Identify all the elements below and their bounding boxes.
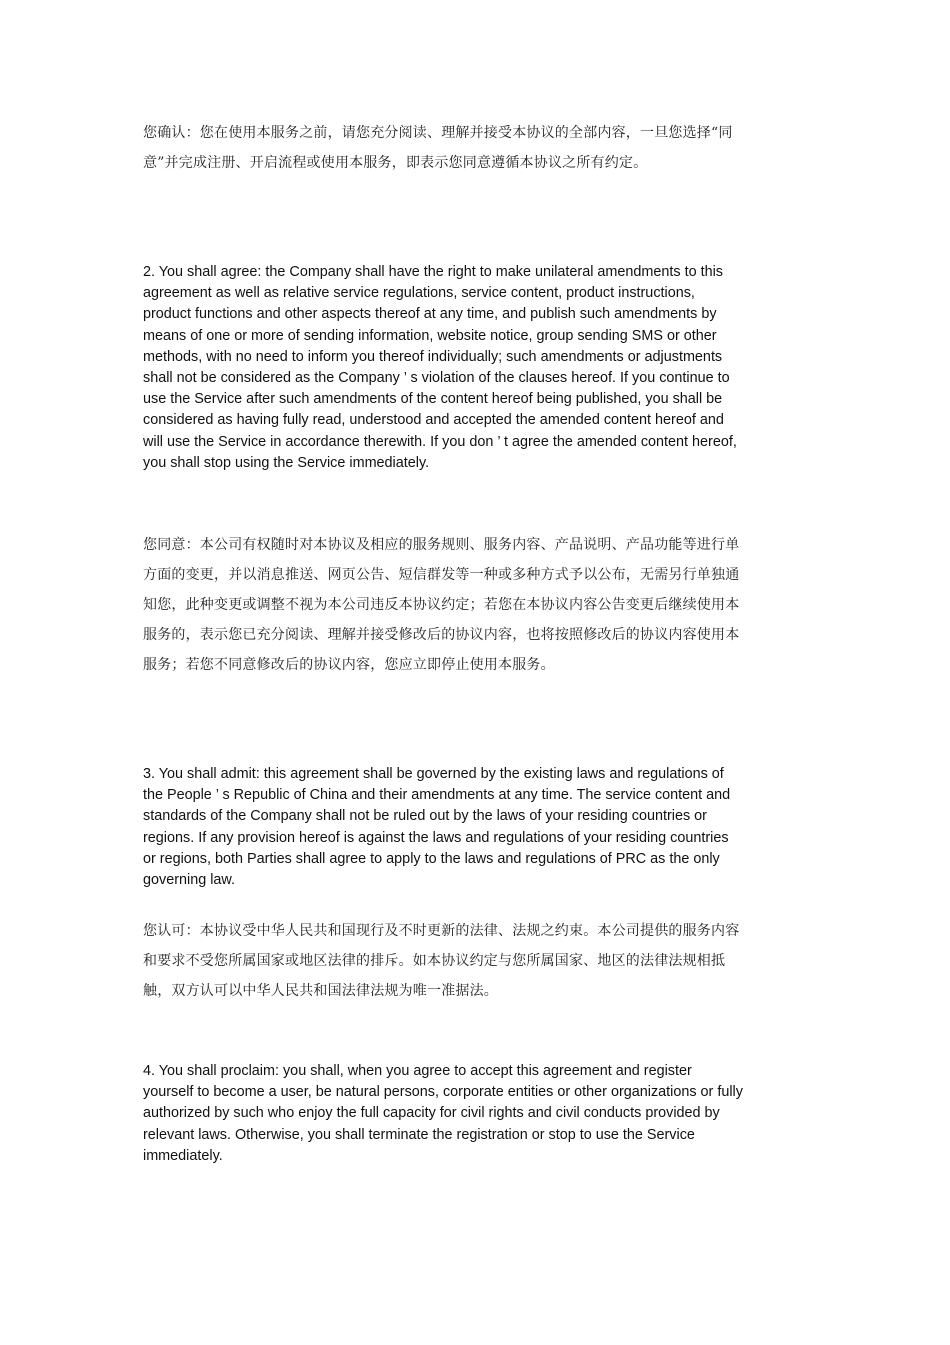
clause-3-paragraph-en: 3. You shall admit: this agreement shall be governed by the existing laws and regulations of the People ’ s Republic of China and their amendments at any time. The service content and standards of the Company shall not be ruled out by the laws of your residing countries or regions. If any provision hereof is against the laws and regulations of your residing countries or regions, both Parties shall agree to apply to the laws and regulations of PRC as the only governing law. <box>143 766 731 889</box>
clause-4-paragraph-en: 4. You shall proclaim: you shall, when you agree to accept this agreement and register yourself to become a user, be natural persons, corporate entities or other organizations or fully authorized by such who enjoy the full capacity for civil rights and civil conducts provided by relevant laws. Otherwise, you shall terminate the registration or stop to use the Service immediately. <box>143 1063 743 1164</box>
clause-2-paragraph-zh: 您同意：本公司有权随时对本协议及相应的服务规则、服务内容、产品说明、产品功能等进行单方面的变更，并以消息推送、网页公告、短信群发等一种或多种方式予以公布，无需另行单独通知您，此种变更或调整不视为本公司违反本协议约定；若您在本协议内容公告变更后继续使用本服务的，表示您已充分阅读、理解并接受修改后的协议内容，也将按照修改后的协议内容使用本服务；若您不同意修改后的协议内容，您应立即停止使用本服务。 <box>143 537 740 673</box>
clause-3-paragraph-zh: 您认可：本协议受中华人民共和国现行及不时更新的法律、法规之约束。本公司提供的服务内容和要求不受您所属国家或地区法律的排斥。如本协议约定与您所属国家、地区的法律法规相抵触，双方认可以中华人民共和国法律法规为唯一准据法。 <box>143 923 740 999</box>
confirm-paragraph-zh: 您确认：您在使用本服务之前，请您充分阅读、理解并接受本协议的全部内容，一旦您选择“同意”并完成注册、开启流程或使用本服务，即表示您同意遵循本协议之所有约定。 <box>143 125 733 171</box>
clause-2-paragraph-en: 2. You shall agree: the Company shall have the right to make unilateral amendments to this agreement as well as relative service regulations, service content, product instructions, product functions and other aspects thereof at any time, and publish such amendments by means of one or more of sending information, website notice, group sending SMS or other methods, with no need to inform you thereof individually; such amendments or adjustments shall not be considered as the Company ’ s violation of the clauses hereof. If you continue to use the Service after such amendments of the content hereof being published, you shall be considered as having fully read, understood and accepted the amended content hereof and will use the Service in accordance therewith. If you don ’ t agree the amended content hereof, you shall stop using the Service immediately. <box>143 264 737 471</box>
